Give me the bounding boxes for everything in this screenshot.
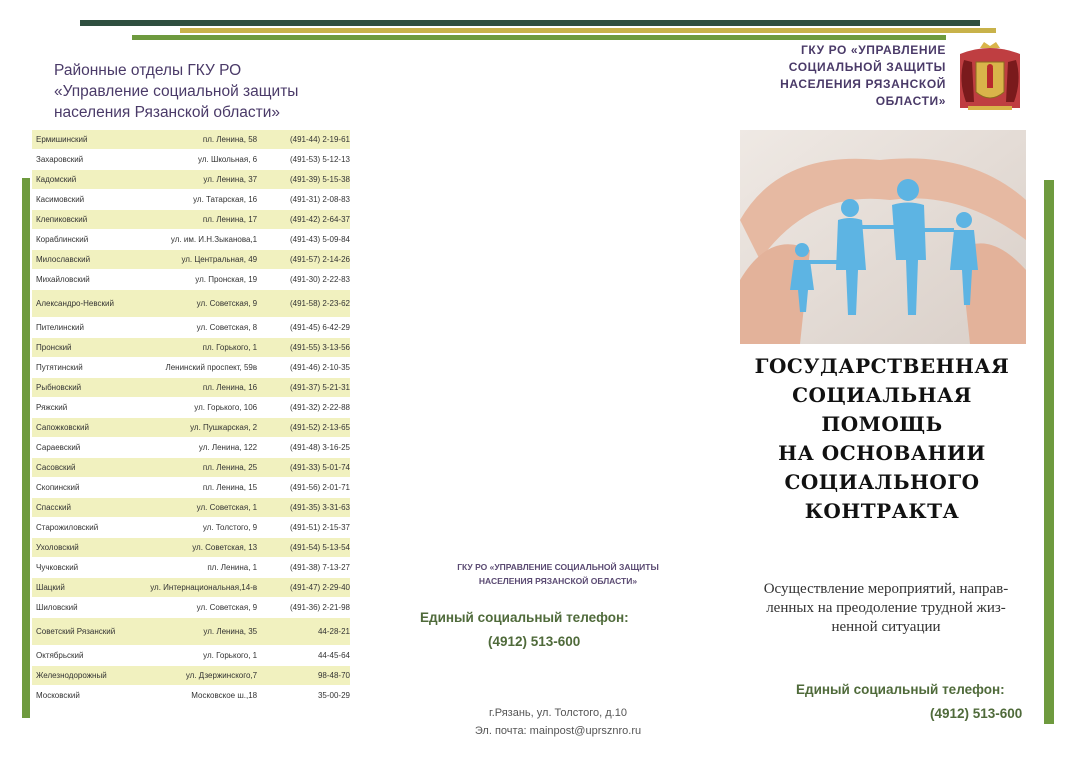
department-phone: (491-47) 2-29-40 xyxy=(289,582,350,592)
title-line: СОЦИАЛЬНАЯ xyxy=(792,383,972,407)
cover-organization-name xyxy=(744,42,946,110)
department-phone: 35-00-29 xyxy=(317,690,350,700)
cover-phone-number: (4912) 513-600 xyxy=(930,706,1023,721)
org-line: ГКУ РО «УПРАВЛЕНИЕ xyxy=(800,43,946,57)
back-organization-name xyxy=(420,560,696,588)
department-name: Захаровский xyxy=(36,154,84,164)
contact-block xyxy=(420,704,696,740)
department-phone: (491-53) 5-12-13 xyxy=(289,154,350,164)
org-line: ГКУ РО «УПРАВЛЕНИЕ СОЦИАЛЬНОЙ ЗАЩИТЫ xyxy=(457,562,659,572)
department-phone: (491-31) 2-08-83 xyxy=(289,194,350,204)
department-phone: (491-58) 2-23-62 xyxy=(289,298,350,308)
table-row xyxy=(32,666,350,686)
table-row xyxy=(32,458,350,478)
department-name: Александро-Невский xyxy=(36,298,114,308)
title-line: ГОСУДАРСТВЕННАЯ xyxy=(754,354,1010,378)
department-address: ул. Ленина, 37 xyxy=(203,174,258,184)
department-phone: (491-42) 2-64-37 xyxy=(289,214,350,224)
org-line: ОБЛАСТИ» xyxy=(875,94,946,108)
department-name: Пителинский xyxy=(36,322,84,332)
department-address: пл. Ленина, 17 xyxy=(202,214,258,224)
table-row xyxy=(32,290,350,318)
top-stripe-dark xyxy=(80,20,980,26)
departments-heading xyxy=(54,60,354,123)
cover-phone-label: Единый социальный телефон: xyxy=(796,682,1005,697)
table-row xyxy=(32,538,350,558)
table-row xyxy=(32,378,350,398)
department-address: ул. Советская, 9 xyxy=(196,602,258,612)
department-address: ул. Пронская, 19 xyxy=(195,274,258,284)
department-name: Скопинский xyxy=(36,482,80,492)
departments-table xyxy=(32,130,350,706)
department-name: Сасовский xyxy=(36,462,76,472)
social-phone-label: Единый социальный телефон: xyxy=(420,610,629,625)
department-address: пл. Ленина, 58 xyxy=(202,134,258,144)
department-name: Ряжский xyxy=(36,402,68,412)
brochure-subtitle xyxy=(738,580,1034,637)
table-row xyxy=(32,338,350,358)
department-phone: (491-33) 5-01-74 xyxy=(289,462,350,472)
title-line: ПОМОЩЬ xyxy=(821,412,943,436)
department-name: Пронский xyxy=(36,342,72,352)
table-row xyxy=(32,250,350,270)
table-row xyxy=(32,578,350,598)
right-accent-bar xyxy=(1044,180,1054,724)
top-stripe-green xyxy=(132,35,946,40)
department-name: Октябрьский xyxy=(36,650,84,660)
department-address: ул. Интернациональная,14-в xyxy=(150,582,258,592)
department-phone: (491-37) 5-21-31 xyxy=(289,382,350,392)
table-row xyxy=(32,686,350,706)
department-name: Ухоловский xyxy=(36,542,79,552)
department-phone: (491-51) 2-15-37 xyxy=(289,522,350,532)
department-address: пл. Горького, 1 xyxy=(202,342,258,352)
table-row xyxy=(32,558,350,578)
org-line: НАСЕЛЕНИЯ РЯЗАНСКОЙ xyxy=(780,77,946,91)
department-phone: (491-57) 2-14-26 xyxy=(289,254,350,264)
department-name: Кадомский xyxy=(36,174,77,184)
departments-heading-line: населения Рязанской области» xyxy=(54,104,281,121)
table-row xyxy=(32,398,350,418)
table-row xyxy=(32,618,350,646)
department-name: Михайловский xyxy=(36,274,90,284)
department-name: Рыбновский xyxy=(36,382,82,392)
department-address: ул. Ленина, 122 xyxy=(198,442,258,452)
department-name: Клепиковский xyxy=(36,214,88,224)
department-phone: 44-45-64 xyxy=(317,650,350,660)
department-phone: (491-54) 5-13-54 xyxy=(289,542,350,552)
table-row xyxy=(32,358,350,378)
table-row xyxy=(32,646,350,666)
table-row xyxy=(32,478,350,498)
department-name: Кораблинский xyxy=(36,234,89,244)
department-address: ул. им. И.Н.Зыканова,1 xyxy=(170,234,258,244)
email-address: Эл. почта: mainpost@uprsznro.ru xyxy=(474,725,642,737)
left-accent-bar xyxy=(22,178,30,718)
family-hands-photo xyxy=(740,130,1026,344)
department-phone: (491-30) 2-22-83 xyxy=(289,274,350,284)
department-address: Ленинский проспект, 59в xyxy=(165,362,258,372)
table-row xyxy=(32,438,350,458)
department-phone: (491-56) 2-01-71 xyxy=(289,482,350,492)
department-address: ул. Советская, 8 xyxy=(196,322,258,332)
department-name: Старожиловский xyxy=(36,522,99,532)
table-row xyxy=(32,130,350,150)
department-phone: (491-48) 3-16-25 xyxy=(289,442,350,452)
department-phone: (491-39) 5-15-38 xyxy=(289,174,350,184)
department-address: ул. Ленина, 35 xyxy=(203,626,258,636)
department-phone: (491-38) 7-13-27 xyxy=(289,562,350,572)
department-address: ул. Толстого, 9 xyxy=(202,522,258,532)
departments-heading-line: «Управление социальной защиты xyxy=(54,83,299,100)
table-row xyxy=(32,230,350,250)
subtitle-line: ненной ситуации xyxy=(831,619,941,635)
department-phone: (491-52) 2-13-65 xyxy=(289,422,350,432)
org-line: СОЦИАЛЬНОЙ ЗАЩИТЫ xyxy=(788,60,946,74)
department-name: Милославский xyxy=(36,254,91,264)
table-row xyxy=(32,190,350,210)
department-name: Путятинский xyxy=(36,362,83,372)
department-phone: 44-28-21 xyxy=(317,626,350,636)
department-address: ул. Советская, 9 xyxy=(196,298,258,308)
title-line: СОЦИАЛЬНОГО xyxy=(784,470,980,494)
department-address: пл. Ленина, 15 xyxy=(202,482,258,492)
department-name: Сараевский xyxy=(36,442,81,452)
department-address: пл. Ленина, 1 xyxy=(207,562,258,572)
department-address: ул. Советская, 13 xyxy=(192,542,258,552)
department-name: Шиловский xyxy=(36,602,78,612)
table-row xyxy=(32,170,350,190)
postal-address: г.Рязань, ул. Толстого, д.10 xyxy=(489,707,627,719)
department-name: Железнодорожный xyxy=(36,670,107,680)
brochure-title xyxy=(744,352,1020,526)
org-line: НАСЕЛЕНИЯ РЯЗАНСКОЙ ОБЛАСТИ» xyxy=(478,576,638,586)
departments-heading-line: Районные отделы ГКУ РО xyxy=(54,62,242,79)
department-address: Московское ш.,18 xyxy=(191,690,258,700)
department-name: Московский xyxy=(36,690,80,700)
table-row xyxy=(32,270,350,290)
department-phone: (491-43) 5-09-84 xyxy=(289,234,350,244)
department-name: Спасский xyxy=(36,502,71,512)
table-row xyxy=(32,210,350,230)
department-phone: (491-36) 2-21-98 xyxy=(289,602,350,612)
department-address: ул. Пушкарская, 2 xyxy=(190,422,258,432)
title-line: КОНТРАКТА xyxy=(804,499,960,523)
department-address: ул. Татарская, 16 xyxy=(193,194,258,204)
department-address: ул. Советская, 1 xyxy=(196,502,258,512)
subtitle-line: ленных на преодоление трудной жиз- xyxy=(766,600,1006,616)
social-phone-number: (4912) 513-600 xyxy=(488,634,581,649)
department-phone: (491-32) 2-22-88 xyxy=(289,402,350,412)
department-name: Ермишинский xyxy=(36,134,88,144)
department-address: ул. Школьная, 6 xyxy=(198,154,258,164)
top-stripe-gold xyxy=(180,28,996,33)
department-name: Чучковский xyxy=(36,562,79,572)
ryazan-coat-of-arms-icon xyxy=(954,40,1026,116)
table-row xyxy=(32,498,350,518)
table-row xyxy=(32,518,350,538)
table-row xyxy=(32,318,350,338)
department-address: ул. Горького, 1 xyxy=(203,650,258,660)
department-name: Касимовский xyxy=(36,194,85,204)
table-row xyxy=(32,150,350,170)
title-line: НА ОСНОВАНИИ xyxy=(778,441,986,465)
department-address: ул. Дзержинского,7 xyxy=(185,670,258,680)
department-phone: (491-44) 2-19-61 xyxy=(289,134,350,144)
department-phone: (491-45) 6-42-29 xyxy=(289,322,350,332)
department-address: ул. Горького, 106 xyxy=(194,402,258,412)
department-name: Шацкий xyxy=(36,582,65,592)
subtitle-line: Осуществление мероприятий, направ- xyxy=(763,581,1009,597)
department-phone: (491-55) 3-13-56 xyxy=(289,342,350,352)
department-address: ул. Центральная, 49 xyxy=(181,254,258,264)
table-row xyxy=(32,598,350,618)
department-address: пл. Ленина, 16 xyxy=(202,382,258,392)
department-name: Советский Рязанский xyxy=(36,626,116,636)
department-phone: (491-46) 2-10-35 xyxy=(289,362,350,372)
department-phone: (491-35) 3-31-63 xyxy=(289,502,350,512)
department-address: пл. Ленина, 25 xyxy=(202,462,258,472)
department-name: Сапожковский xyxy=(36,422,89,432)
department-phone: 98-48-70 xyxy=(317,670,350,680)
table-row xyxy=(32,418,350,438)
